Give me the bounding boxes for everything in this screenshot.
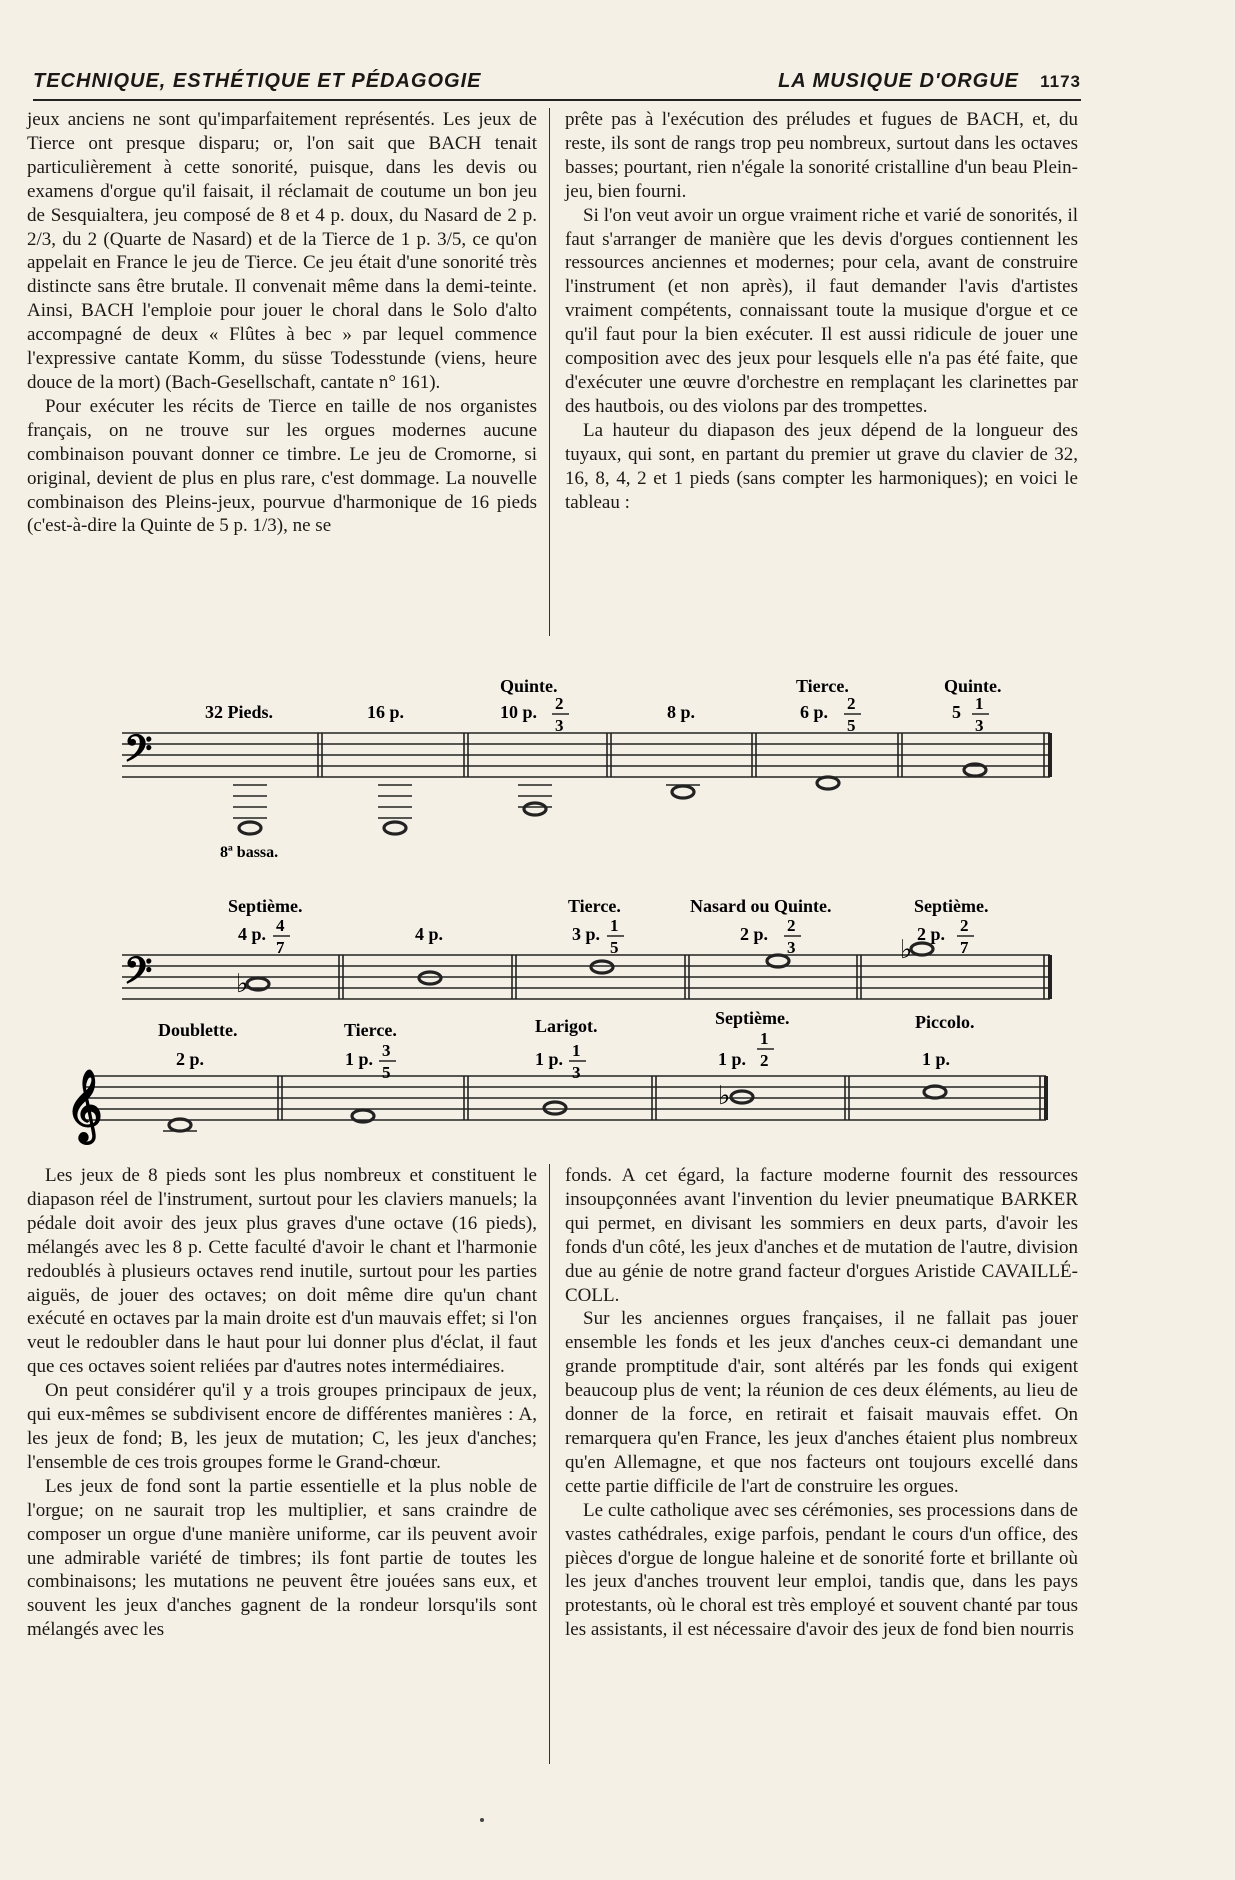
fraction-numerator: 1 — [610, 916, 619, 935]
whole-note — [239, 822, 261, 834]
stop-label: 2 p. — [917, 924, 946, 944]
fraction-numerator: 3 — [382, 1041, 391, 1060]
top-label: Nasard ou Quinte. — [690, 896, 832, 916]
stop-label: 2 p. — [740, 924, 769, 944]
whole-note — [384, 822, 406, 834]
paragraph: Le culte catholique avec ses cérémonies, ses processions dans de vastes cathédrales, exige parfois, pendant le cours d'un office, des pièces d'orgue de longue haleine et de sonorité forte et brillante où les jeux d'anches trouvent leur emploi, tandis que, dans les pays protestants, où le choral est très employé et souvent chanté par tous les assistants, il est nécessaire d'avoir des jeux de fond bien nourris — [565, 1499, 1078, 1641]
stop-label: 16 p. — [367, 702, 405, 722]
fraction-denominator: 2 — [760, 1051, 769, 1070]
stop-label: 8 p. — [667, 702, 696, 722]
paragraph: fonds. A cet égard, la facture moderne fournit des ressources insoupçonnées avant l'invention du levier pneumatique BARKER qui permet, en divisant les sommiers en deux parts, d'avoir les fonds d'un côté, les jeux d'anches et de mutation de l'autre, division due au génie de notre grand facteur d'orgues Aristide CAVAILLÉ-COLL. — [565, 1165, 1078, 1306]
top-label: Septième. — [228, 896, 303, 916]
bass-clef: 𝄢 — [124, 729, 153, 778]
whole-note — [911, 943, 933, 955]
top-label: Piccolo. — [915, 1012, 975, 1032]
whole-note — [419, 972, 441, 984]
paragraph: Sur les anciennes orgues françaises, il ne fallait pas jouer ensemble les fonds et les jeux d'anches ceux-ci demandant une grande promptitude d'air, sont altérés par les fonds qui exigent beaucoup plus de vent; la réunion de ces deux éléments, au lieu de donner de la force, en retirait et faisait mauvais effet. On remarquera qu'en France, les jeux d'anches étaient plus nombreux qu'en Allemagne, et que nos facteurs ont toujours excellé dans cette partie difficile de l'art de construire les orgues. — [565, 1308, 1078, 1497]
fraction-numerator: 4 — [276, 916, 285, 935]
fraction-denominator: 3 — [787, 938, 796, 957]
paragraph: On peut considérer qu'il y a trois groupes principaux de jeux, qui eux-mêmes se subdivisent encore de différentes manières : A, les jeux de fond; B, les jeux de mutation; C, les jeux d'anches; l'ensemble de ces trois groupes forme le Grand-chœur. — [27, 1380, 537, 1473]
top-label: Septième. — [715, 1008, 790, 1028]
top-label: Quinte. — [944, 676, 1002, 696]
stop-label: 3 p. — [572, 924, 601, 944]
column-divider-bottom — [549, 1164, 550, 1764]
whole-note — [672, 786, 694, 798]
paragraph: Pour exécuter les récits de Tierce en taille de nos organistes français, on ne trouve sur les orgues modernes aucune combinaison pouvant donner ce timbre. Le jeu de Cromorne, si original, devient de plus en plus rare, c'est dommage. La nouvelle combinaison des Pleins-jeux, pourvue d'harmonique de 16 pieds (c'est-à-dire la Quinte de 5 p. 1/3), ne se — [27, 395, 537, 537]
fraction-numerator: 2 — [847, 694, 856, 713]
fraction-denominator: 3 — [555, 716, 564, 735]
stop-label: 1 p. — [718, 1049, 747, 1069]
flat-sign: ♭ — [718, 1081, 731, 1110]
paragraph: Les jeux de fond sont la partie essentielle et la plus noble de l'orgue; on ne saurait trop les multiplier, et sans craindre de composer un orgue d'une manière uniforme, car ils peuvent avoir une admirable variété de timbres; ils font partie de toutes les combinaisons; les mutations ne peuvent être jouées sans eux, et souvent les jeux d'anches gagnent de la rondeur lorsqu'ils sont mélangés avec les — [27, 1475, 537, 1641]
flat-sign: ♭ — [900, 935, 913, 964]
stop-label: 1 p. — [535, 1049, 564, 1069]
stop-label: 4 p. — [238, 924, 267, 944]
whole-note — [591, 961, 613, 973]
footer-dot — [480, 1818, 484, 1822]
whole-note — [544, 1102, 566, 1114]
paragraph: La hauteur du diapason des jeux dépend de la longueur des tuyaux, qui sont, en partant du premier ut grave du clavier de 32, 16, 8, 4, 2 et 1 pieds (sans compter les harmoniques); en voici le tableau : — [565, 419, 1078, 513]
bass-clef: 𝄢 — [124, 951, 153, 1000]
fraction-numerator: 1 — [975, 694, 984, 713]
paragraph: Les jeux de 8 pieds sont les plus nombreux et constituent le diapason réel de l'instrument, surtout pour les claviers manuels; la pédale doit avoir des jeux plus graves d'une octave (16 pieds), mélangés avec les 8 p. Cette faculté d'avoir le chant et l'harmonie redoublés à plusieurs octaves rend inutile, surtout pour les parties aiguës, de jouer des octaves; on doit même dire qu'un chant exécuté en octaves par la main droite est d'un mauvais effet; si l'on veut le redoubler dans le haut pour lui donner plus d'éclat, il faut que ces octaves soient reliées par d'autres notes intermédiaires. — [27, 1165, 537, 1378]
fraction-denominator: 3 — [975, 716, 984, 735]
fraction-denominator: 7 — [276, 938, 285, 957]
whole-note — [817, 777, 839, 789]
stop-label: 5 — [952, 702, 961, 722]
stop-label: 4 p. — [415, 924, 444, 944]
stop-label: 1 p. — [345, 1049, 374, 1069]
top-label: Larigot. — [535, 1016, 598, 1036]
stop-label: 32 Pieds. — [205, 702, 274, 722]
stop-label: 6 p. — [800, 702, 829, 722]
page-number: 1173 — [1040, 72, 1081, 91]
fraction-denominator: 5 — [382, 1063, 391, 1082]
stop-label: 1 p. — [922, 1049, 951, 1069]
header-right-title: LA MUSIQUE D'ORGUE — [778, 70, 1019, 92]
paragraph: Si l'on veut avoir un orgue vraiment riche et varié de sonorités, il faut s'arranger de manière que les devis d'orgues contiennent les ressources anciennes et modernes; pour cela, avant de construire l'instrument (et non après), il faut demander l'avis d'artistes vraiment compétents, connaissant toute la musique d'orgue et ce qu'il faut pour la bien exécuter. Il est aussi ridicule de jouer une composition avec des jeux pour lesquels elle n'a pas été faite, que d'exécuter une œuvre d'orchestre en remplaçant les clarinettes par des hautbois, ou des violons par des trompettes. — [565, 204, 1078, 417]
whole-note — [169, 1119, 191, 1131]
whole-note — [924, 1086, 946, 1098]
top-label: Quinte. — [500, 676, 558, 696]
stop-label: 2 p. — [176, 1049, 205, 1069]
fraction-numerator: 1 — [760, 1029, 769, 1048]
ottava-bassa-note: 8ª bassa. — [220, 844, 279, 861]
fraction-denominator: 3 — [572, 1063, 581, 1082]
treble-clef: 𝄞 — [66, 1072, 103, 1140]
top-label: Tierce. — [344, 1020, 397, 1040]
staves — [66, 676, 1050, 1145]
fraction-numerator: 2 — [555, 694, 564, 713]
stop-label: 10 p. — [500, 702, 538, 722]
fraction-denominator: 7 — [960, 938, 969, 957]
paragraph: prête pas à l'exécution des préludes et fugues de BACH, et, du reste, ils sont de rangs trop peu nombreux, surtout dans les octaves basses; pourtant, rien n'égale la sonorité cristalline d'un beau Plein-jeu, bien fourni. — [565, 109, 1078, 202]
bottom-right-column — [565, 1164, 1078, 1642]
top-label: Tierce. — [796, 676, 849, 696]
bottom-left-column — [27, 1164, 537, 1642]
fraction-numerator: 2 — [960, 916, 969, 935]
top-label: Tierce. — [568, 896, 621, 916]
whole-note — [524, 803, 546, 815]
whole-note — [731, 1091, 753, 1103]
top-label: Doublette. — [158, 1020, 238, 1040]
flat-sign: ♭ — [236, 969, 249, 998]
fraction-denominator: 5 — [610, 938, 619, 957]
top-label: Septième. — [914, 896, 989, 916]
fraction-numerator: 1 — [572, 1041, 581, 1060]
fraction-denominator: 5 — [847, 716, 856, 735]
fraction-numerator: 2 — [787, 916, 796, 935]
header-left-title: TECHNIQUE, ESTHÉTIQUE ET PÉDAGOGIE — [33, 70, 482, 92]
paragraph: jeux anciens ne sont qu'imparfaitement représentés. Les jeux de Tierce ont presque disparu; or, l'on sait que BACH tenait particulièrement à cette sonorité, puisque, dans les devis ou examens d'orgue qu'il faisait, il réclamait de coutume un bon jeu de Sesquialtera, jeu composé de 8 et 4 p. doux, du Nasard de 2 p. 2/3, du 2 (Quarte de Nasard) et de la Tierce de 1 p. 3/5, ce qu'on appelait en France le jeu de Tierce. Ce jeu était d'une sonorité très distincte sans être brutale. Il convenait même dans la demi-teinte. Ainsi, BACH l'emploie pour jouer le choral dans le Solo d'alto accompagné de deux « Flûtes à bec » par lequel commence l'expressive cantate Komm, du süsse Todesstunde (viens, heure douce de la mort) (Bach-Gesellschaft, cantate n° 161). — [27, 109, 537, 393]
